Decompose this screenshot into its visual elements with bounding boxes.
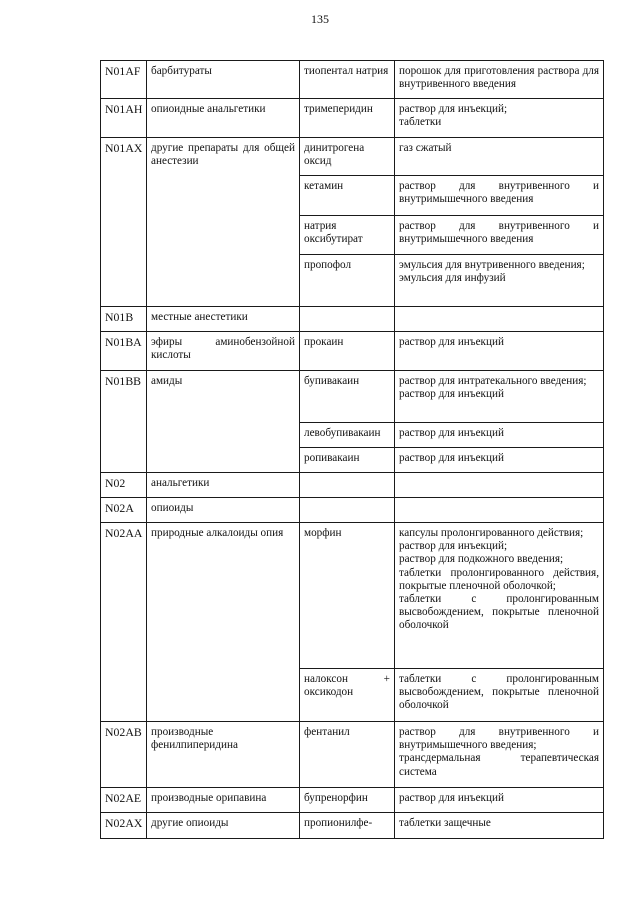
table-row [101, 788, 604, 813]
atc-code: N02AE [101, 788, 147, 813]
drug-group: эфиры аминобензойной кислоты [147, 332, 300, 371]
table-row [101, 138, 604, 176]
atc-code: N02 [101, 473, 147, 498]
atc-code: N01B [101, 307, 147, 332]
drug-group: природные алкалоиды опия [147, 523, 300, 722]
atc-code: N02AX [101, 813, 147, 839]
atc-code: N02AA [101, 523, 147, 722]
atc-code: N01BB [101, 371, 147, 473]
atc-code: N01AH [101, 99, 147, 138]
dosage-form: раствор для инъекций [395, 448, 604, 473]
table-row [101, 332, 604, 371]
drug-group: другие препараты для общей анестезии [147, 138, 300, 307]
drug-group: производные фенилпиперидина [147, 722, 300, 788]
dosage-form: раствор для внутривенного и внутримышечного введения [395, 176, 604, 216]
drug-group: производные орипавина [147, 788, 300, 813]
drug-group: опиоиды [147, 498, 300, 523]
atc-code: N02AB [101, 722, 147, 788]
drug-name [300, 473, 395, 498]
dosage-form: раствор для инъекций; таблетки [395, 99, 604, 138]
table-row [101, 523, 604, 669]
dosage-form [395, 307, 604, 332]
table-row [101, 722, 604, 788]
dosage-form: раствор для инъекций [395, 332, 604, 371]
drug-name: прокаин [300, 332, 395, 371]
atc-code: N02A [101, 498, 147, 523]
dosage-form [395, 498, 604, 523]
atc-code: N01BA [101, 332, 147, 371]
drug-table [100, 60, 604, 839]
drug-name: левобупивакаин [300, 423, 395, 448]
table-row [101, 813, 604, 839]
drug-group: амиды [147, 371, 300, 473]
drug-name: динитрогена оксид [300, 138, 395, 176]
table-row [101, 498, 604, 523]
dosage-form: раствор для интратекального введения; раствор для инъекций [395, 371, 604, 423]
dosage-form: таблетки защечные [395, 813, 604, 839]
table-row [101, 307, 604, 332]
dosage-form: раствор для внутривенного и внутримышечного введения [395, 216, 604, 255]
atc-code: N01AF [101, 61, 147, 99]
table-row [101, 371, 604, 423]
dosage-form: порошок для приготовления раствора для внутривенного введения [395, 61, 604, 99]
drug-group: другие опиоиды [147, 813, 300, 839]
drug-name: пропофол [300, 255, 395, 307]
dosage-form: раствор для инъекций [395, 423, 604, 448]
page-number: 135 [311, 12, 329, 26]
drug-name [300, 498, 395, 523]
drug-name: тримеперидин [300, 99, 395, 138]
drug-group: местные анестетики [147, 307, 300, 332]
dosage-form [395, 473, 604, 498]
dosage-form: газ сжатый [395, 138, 604, 176]
dosage-form: эмульсия для внутривенного введения; эмульсия для инфузий [395, 255, 604, 307]
atc-code: N01AX [101, 138, 147, 307]
drug-name: морфин [300, 523, 395, 669]
dosage-form: раствор для инъекций [395, 788, 604, 813]
drug-group: опиоидные анальгетики [147, 99, 300, 138]
table-row [101, 61, 604, 99]
drug-name: фентанил [300, 722, 395, 788]
drug-name: кетамин [300, 176, 395, 216]
drug-name: пропионилфе- [300, 813, 395, 839]
drug-name: налоксон + оксикодон [300, 669, 395, 722]
drug-name [300, 307, 395, 332]
table-row [101, 473, 604, 498]
drug-group: барбитураты [147, 61, 300, 99]
dosage-form: капсулы пролонгированного действия; раствор для инъекций; раствор для подкожного введения; таблетки пролонгированного действия, покрытые пленочной оболочкой; таблетки с пролонгированным высвобождением, покрытые пленочной оболочкой [395, 523, 604, 669]
drug-name: тиопентал натрия [300, 61, 395, 99]
dosage-form: таблетки с пролонгированным высвобождением, покрытые пленочной оболочкой [395, 669, 604, 722]
drug-name: натрия оксибутират [300, 216, 395, 255]
drug-name: ропивакаин [300, 448, 395, 473]
dosage-form: раствор для внутривенного и внутримышечного введения; трансдермальная терапевтическая система [395, 722, 604, 788]
drug-name: бупренорфин [300, 788, 395, 813]
table-row [101, 99, 604, 138]
drug-group: анальгетики [147, 473, 300, 498]
drug-name: бупивакаин [300, 371, 395, 423]
